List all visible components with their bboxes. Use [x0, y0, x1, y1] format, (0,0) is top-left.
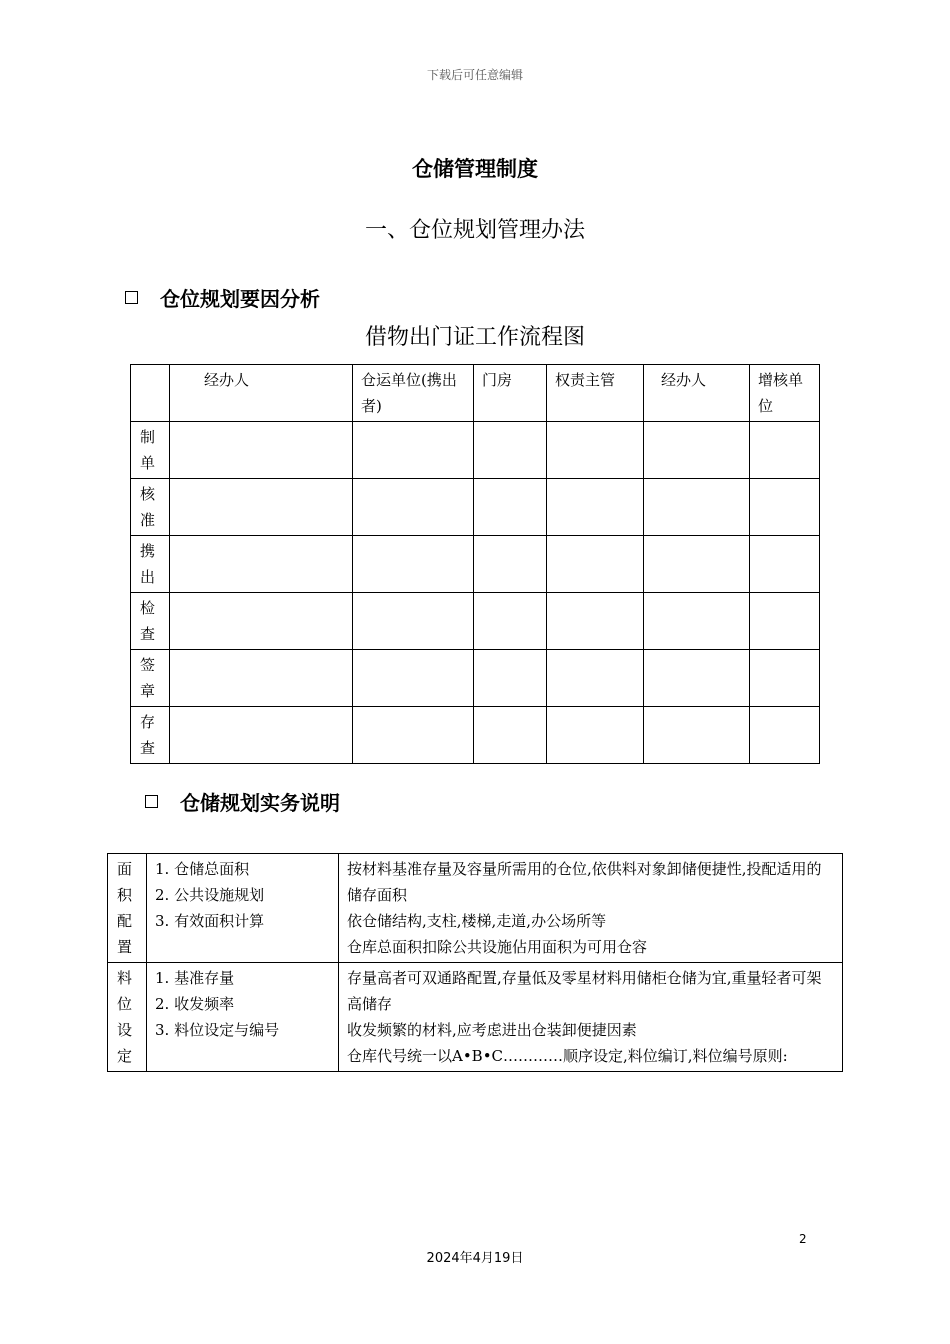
table-cell: [644, 536, 750, 593]
table-cell: [474, 422, 547, 479]
table-cell: [353, 707, 474, 764]
step-cell: 制单: [131, 422, 170, 479]
document-title: 仓储管理制度: [412, 157, 538, 181]
subsection-title: 仓位规划要因分析: [160, 287, 320, 311]
table-row: [131, 707, 820, 764]
header-note: 下载后可任意编辑: [426, 68, 523, 82]
table-cell: [547, 536, 644, 593]
table-cell: [547, 479, 644, 536]
table-cell: [547, 593, 644, 650]
header-cell: 门房: [474, 365, 547, 422]
header-cell: 经办人: [170, 365, 353, 422]
subsection-practice-notes: [145, 787, 340, 816]
section-title: 一、仓位规划管理办法: [364, 218, 585, 243]
page-number: 2: [799, 1232, 807, 1246]
note-text: 收发频繁的材料,应考虑进出仓装卸便捷因素: [347, 1021, 637, 1039]
list-item: 2. 公共设施规划: [155, 886, 265, 904]
table-cell: [644, 650, 750, 707]
subsection-title: 仓储规划实务说明: [180, 791, 340, 815]
step-cell: 存查: [131, 707, 170, 764]
note-text: 仓库代号统一以A•B•C…………顺序设定,料位编订,料位编号原则:: [347, 1047, 788, 1065]
header-cell: 权责主管: [547, 365, 644, 422]
note-text: 依仓储结构,支柱,楼梯,走道,办公场所等: [347, 912, 607, 930]
table-cell: [644, 593, 750, 650]
table-row: [131, 422, 820, 479]
table-cell: [474, 650, 547, 707]
table-cell: [170, 479, 353, 536]
note-text: 按材料基准存量及容量所需用的仓位,依供料对象卸储便捷性,投配适用的储存面积: [347, 860, 822, 904]
table-cell: [750, 593, 820, 650]
table-cell: [474, 536, 547, 593]
header-cell: 仓运单位(携出者): [353, 365, 474, 422]
items-cell: [147, 854, 339, 963]
table-cell: [170, 650, 353, 707]
checkbox-square-icon: [145, 795, 158, 808]
step-cell: 携出: [131, 536, 170, 593]
table-cell: [170, 422, 353, 479]
notes-cell: [339, 963, 843, 1072]
flow-table: [130, 364, 820, 764]
table-cell: [547, 422, 644, 479]
table-cell: [644, 707, 750, 764]
table-cell: [474, 479, 547, 536]
items-cell: [147, 963, 339, 1072]
list-item: 3. 有效面积计算: [155, 912, 265, 930]
table-row: [108, 854, 843, 963]
flow-chart-caption: 借物出门证工作流程图: [364, 325, 585, 350]
plan-table: [107, 853, 843, 1072]
footer-date: 2024年4月19日: [426, 1251, 524, 1266]
step-cell: 检查: [131, 593, 170, 650]
table-row: [131, 593, 820, 650]
note-text: 仓库总面积扣除公共设施佔用面积为可用仓容: [347, 938, 648, 956]
notes-cell: [339, 854, 843, 963]
table-row: [131, 536, 820, 593]
list-item: 2. 收发频率: [155, 995, 235, 1013]
table-cell: [750, 536, 820, 593]
table-cell: [750, 707, 820, 764]
table-cell: [547, 707, 644, 764]
table-cell: [474, 707, 547, 764]
category-cell: 面积配置: [108, 854, 147, 963]
table-cell: [474, 593, 547, 650]
table-cell: [644, 422, 750, 479]
table-row: [108, 963, 843, 1072]
table-cell: [353, 479, 474, 536]
header-cell: 经办人: [644, 365, 750, 422]
table-cell: [353, 422, 474, 479]
flow-table-header-row: [131, 365, 820, 422]
subsection-requirement-analysis: [125, 283, 320, 312]
table-cell: [750, 650, 820, 707]
table-cell: [547, 650, 644, 707]
table-row: [131, 479, 820, 536]
table-row: [131, 650, 820, 707]
table-cell: [353, 536, 474, 593]
table-cell: [170, 707, 353, 764]
header-cell: 增核单位: [750, 365, 820, 422]
list-item: 1. 基准存量: [155, 969, 235, 987]
table-cell: [170, 593, 353, 650]
list-item: 3. 料位设定与编号: [155, 1021, 280, 1039]
table-cell: [353, 650, 474, 707]
table-cell: [353, 593, 474, 650]
header-cell-empty: [131, 365, 170, 422]
category-cell: 料位设定: [108, 963, 147, 1072]
step-cell: 签章: [131, 650, 170, 707]
table-cell: [170, 536, 353, 593]
step-cell: 核准: [131, 479, 170, 536]
checkbox-square-icon: [125, 291, 138, 304]
note-text: 存量高者可双通路配置,存量低及零星材料用储柜仓储为宜,重量轻者可架高储存: [347, 969, 822, 1013]
table-cell: [750, 422, 820, 479]
table-cell: [644, 479, 750, 536]
table-cell: [750, 479, 820, 536]
list-item: 1. 仓储总面积: [155, 860, 250, 878]
